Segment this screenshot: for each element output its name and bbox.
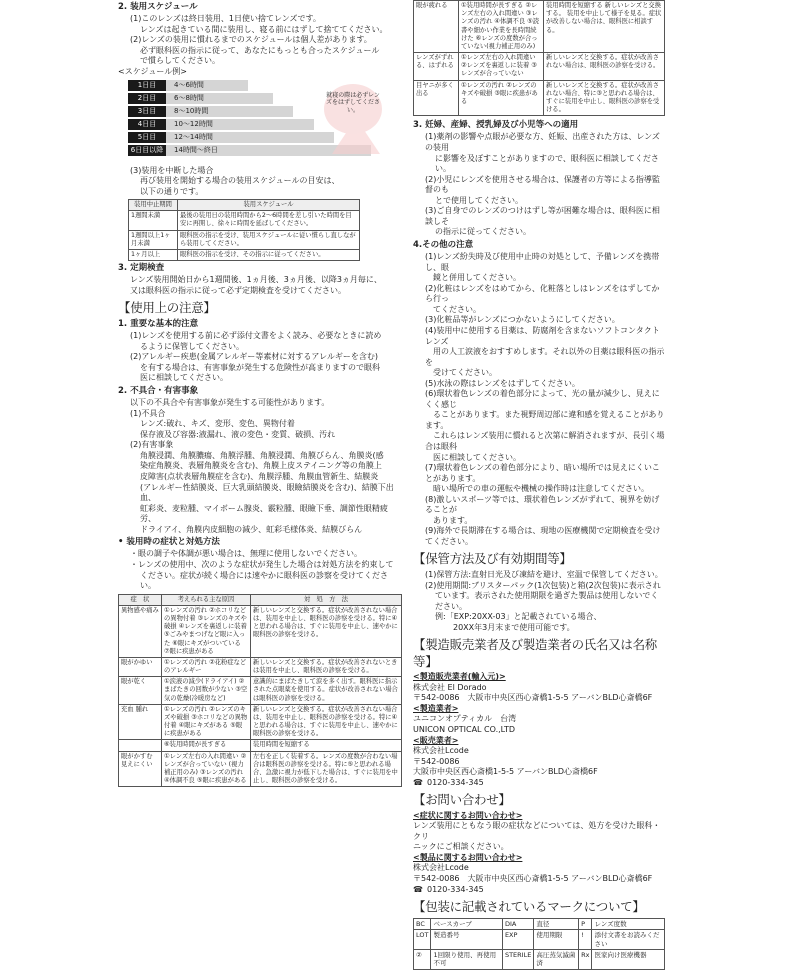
table-cell: ①レンズの汚れ ②レンズのキズや破損 ③眼に疾患がある (459, 80, 544, 116)
mfr-label: <製造業者> (413, 703, 459, 713)
marks-title: 【包装に記載されているマークについて】 (413, 899, 645, 915)
para: (1)保管方法:直射日光及び凍結を避け、室温で保管してください。 (425, 569, 663, 579)
para: で慣らしてください。 (140, 56, 220, 66)
note-item: 暗い場所での車の運転や機械の操作時は注意してください。 (425, 484, 649, 494)
note-item: (4)装用中に使用する目薬は、防腐剤を含まないソフトコンタクトレンズ (425, 325, 660, 346)
mark-symbol: P (579, 918, 592, 929)
schedule-day: 2日目 (128, 93, 166, 104)
mfr-zip: 〒542-0086 (413, 756, 460, 766)
phone-number: 0120-334-345 (427, 884, 484, 894)
note-item: てください。 (425, 304, 481, 314)
para: を有する場合は、有害事象が発生する危険性が高まりますので眼科 (140, 362, 380, 372)
table-cell: 新しいレンズと交換する。症状が改善されない場合、特に③と思われる場合は、すぐに装用を中止し、眼科医の診察を受ける。 (544, 80, 665, 116)
para: (1)レンズを使用する前に必ず添付文書をよく読み、必要なときに読め (130, 331, 382, 341)
table-cell: 最後の装用日の装用時間から2〜6時間を差し引いた時間を目安に再開し、徐々に時間を延ばしてください。 (178, 211, 360, 230)
mark-label: 使用期限 (534, 930, 579, 950)
free-dial-icon: ☎ (413, 777, 423, 787)
para: レンズ装用開始日から1週間後、1ヵ月後、3ヵ月後、以降3ヵ月毎に、 (130, 275, 382, 285)
symptom-table (118, 594, 402, 788)
table-cell: 1週間未満 (129, 211, 178, 230)
table-cell: レンズがずれる、はずれる (414, 53, 459, 81)
table-cell: 眼が疲れる (414, 1, 459, 53)
mfr-address: 大阪市中央区西心斎橋1-5-5 アーバンBLD心斎橋6F (413, 767, 598, 777)
table-cell: 左右を正しく装着する。レンズの度数が合わない場合は眼科医の診察を受ける。特に⑤と思われる場合、急激に視力が低下した場合は、すぐに装用を中止し、眼科医の診察を受ける。 (251, 751, 402, 787)
contact-phone (413, 885, 665, 896)
para: ニックにご相談ください。 (413, 842, 509, 852)
para: (アレルギー性結膜炎、巨大乳頭結膜炎、眼瞼結膜炎を含む)、結膜下出血、 (140, 482, 394, 503)
schedule-hours-bar: 4〜6時間 (166, 80, 248, 91)
schedule-example-title: <スケジュール例> (118, 66, 187, 76)
mark-symbol: DIA (502, 918, 533, 929)
para: レンズは起きている間に装用し、寝る前にはずして捨ててください。 (140, 24, 388, 34)
para: るように保管してください。 (140, 341, 244, 351)
col-header: 症 状 (119, 594, 162, 605)
para: ドライアイ、角膜内皮細胞の減少、虹彩毛様体炎、結膜びらん (140, 524, 363, 534)
mark-symbol: EXP (502, 930, 533, 950)
left-column (118, 0, 402, 787)
table-cell: 新しいレンズと交換する。症状が改善されないときは装用を中止し、眼科医の診察を受ける。 (251, 657, 402, 676)
note-item: (7)環状着色レンズの着色部分により、暗い場所では見えにくいことがあります。 (425, 463, 660, 483)
mfr-label: <製造販売業者(輸入元)> (413, 672, 506, 682)
schedule-chart (118, 80, 402, 164)
table-row (414, 930, 665, 950)
contact-label: <製品に関するお問い合わせ> (413, 852, 523, 862)
storage-title: 【保管方法及び有効期間等】 (413, 551, 572, 567)
symptom-table-continued (413, 0, 665, 116)
mark-symbol: ② (414, 949, 431, 969)
table-cell: 眼科医の指示を受け、装用スケジュールに従い慣らし直しながら装用してください。 (178, 230, 360, 249)
para: 又は眼科医の指示に従って必ず定期検査を受けてください。 (130, 285, 346, 295)
table-cell: 1ヶ月以上 (129, 250, 178, 261)
table-cell: 目ヤニが多く出る (414, 80, 459, 116)
para: ください。症状が続く場合には速やかに眼科医の診察を受けてください。 (140, 570, 388, 591)
table-cell: ①レンズの汚れ ②ホコリなどの異物付着 ③レンズのキズや破損 ④レンズを裏返しに装着 ⑤ごみやまつげなど眼に入った ⑥眼にキズがついている ⑦眼に疾患がある (162, 605, 251, 657)
note-item: (3)化粧品等がレンズにつかないようにしてください。 (425, 315, 620, 325)
table-cell: 眼がかゆい (119, 657, 162, 676)
table-cell: ①涙液の減少(ドライアイ) ②まばたきの回数が少ない ③空気の乾燥(冷暖房など) (162, 677, 251, 705)
para: レンズ:破れ、キズ、変形、変色、異物付着 (140, 419, 295, 429)
para: (2)使用期間:ブリスターパック(1次包装)と箱(2次包装)に表示され (425, 580, 661, 590)
table-cell: 新しいレンズと交換する。症状が改善されない場合は、眼科医の診察を受ける。 (544, 53, 665, 81)
col-header: 装用中止期間 (129, 200, 178, 211)
para: 医に相談してください。 (140, 373, 228, 383)
table-row (119, 704, 402, 740)
free-dial-icon: ☎ (413, 884, 423, 894)
col-header: 対 処 方 法 (251, 594, 402, 605)
marks-table (413, 918, 665, 970)
table-cell: 眼が乾く (119, 677, 162, 705)
table-row (119, 677, 402, 705)
para: ・眼の調子や体調が悪い場合は、無理に使用しないでください。 (130, 549, 362, 559)
table-row (414, 80, 665, 116)
para: 以下の不具合や有害事象が発生する可能性があります。 (130, 398, 330, 408)
note-item: 医に相談してください。 (425, 452, 521, 462)
para: の指示に従ってください。 (435, 227, 531, 237)
mfr-phone (413, 778, 665, 789)
mark-label: 1回限り使用、再使用不可 (431, 949, 502, 969)
para: (2)アレルギー疾患(金属アレルギー等素材に対するアレルギーを含む) (130, 352, 379, 362)
mark-label: 高圧蒸気滅菌済 (534, 949, 579, 969)
schedule-day: 5日目 (128, 132, 166, 143)
note-item: (1)レンズ紛失時及び使用中止時の対処として、予備レンズを携帯し、眼 (425, 252, 660, 272)
para: (3)装用を中断した場合 (130, 165, 214, 175)
note-item: 受けてください。 (425, 368, 497, 378)
note-item: ることがあります。また視野周辺部に違和感を覚えることがあります。 (425, 410, 665, 430)
table-cell: 意識的にまばたきして涙を多く出す。眼科医に指示された点眼薬を使用する。症状が改善されない場合は眼科医の診察を受ける。 (251, 677, 402, 705)
para: 染症角膜炎、表層角膜炎を含む)、角膜上皮ステイニング等の角膜上 (140, 461, 382, 471)
contact-label: <症状に関するお問い合わせ> (413, 810, 523, 820)
para: 保存液及び容器:液漏れ、液の変色・変質、破損、汚れ (140, 429, 336, 439)
table-cell: ①レンズの汚れ ②レンズのキズや破損 ③ホコリなどの異物付着 ④眼にキズがある ⑤眼に疾患がある (162, 704, 251, 740)
table-cell: 新しいレンズと交換する。症状が改善されない場合は、装用を中止し、眼科医の診察を受ける。特に④と思われる場合は、すぐに装用を中止し、速やかに眼科医の診察を受ける。 (251, 704, 402, 740)
schedule-hours-bar: 14時間〜終日 (166, 145, 371, 156)
other-notes-list (413, 252, 665, 547)
para: (2)有害事象 (130, 440, 174, 450)
schedule-hours-bar: 8〜10時間 (166, 106, 293, 117)
mfr-name: 株式会社Lcode (413, 746, 469, 756)
para: (1)不具合 (130, 408, 166, 418)
basic-caution-heading: 1. 重要な基本的注意 (118, 318, 199, 329)
note-item: (6)環状着色レンズの着色部分によって、光の量が減少し、見えにくく感じ (425, 389, 660, 409)
para: (1)薬剤の影響や点眼が必要な方、妊娠、出産された方は、レンズの装用 (425, 132, 660, 152)
table-cell: 充血 腫れ (119, 704, 162, 740)
mark-symbol: Rx (579, 949, 592, 969)
cautions-title: 【使用上の注意】 (118, 300, 216, 316)
para: に影響を及ぼすことがありますので、眼科医に相談してください。 (435, 153, 659, 174)
schedule-day: 4日目 (128, 119, 166, 130)
table-cell: ①レンズの汚れ ②花粉症などのアレルギー (162, 657, 251, 676)
para: 必ず眼科医の指示に従って、あなたにもっとも合ったスケジュール (140, 45, 380, 55)
contact-title: 【お問い合わせ】 (413, 792, 511, 808)
table-cell: 1週間以上1ヶ月未満 (129, 230, 178, 249)
mfr-name: UNICON OPTICAL CO.,LTD (413, 724, 516, 734)
schedule-day: 3日目 (128, 106, 166, 117)
table-cell: 新しいレンズと交換する。症状が改善されない場合は、装用を中止し、眼科医の診察を受ける。特に④と思われる場合は、すぐに装用を中止し、速やかに眼科医の診察を受ける。 (251, 605, 402, 657)
table-cell: ①装用時間が長すぎる ②レンズ左右の入れ間違い ③レンズの汚れ ④体調不良 ⑤読書や細かい作業を長時間続けた ⑥レンズの度数が合っていない(視力補正用のみ) (459, 1, 544, 53)
resume-table (128, 199, 360, 261)
note-item: (8)激しいスポーツ等では、環状着色レンズがずれて、視界を妨げることが (425, 494, 660, 515)
mfr-name: 株式会社 El Dorado (413, 682, 487, 692)
para: (3)ご自身でのレンズのつけはずし等が困難な場合は、眼科医に相談しそ (425, 206, 660, 226)
schedule-day: 1日目 (128, 80, 166, 91)
table-cell: 異物感や痛み (119, 605, 162, 657)
para: 再び装用を開始する場合の装用スケジュールの目安は、 (140, 176, 340, 186)
para: レンズ装用にともなう眼の症状などについては、処方を受けた眼科・クリ (413, 821, 661, 841)
contact-name: 株式会社Lcode (413, 863, 469, 873)
mfr-name: ユニコンオプティカル 台湾 (413, 714, 517, 724)
schedule-hours-bar: 10〜12時間 (166, 119, 314, 130)
mark-symbol: BC (414, 918, 431, 929)
table-row (414, 918, 665, 929)
mfr-label: <販売業者> (413, 735, 459, 745)
note-item: これらはレンズ装用に慣れると次第に解消されますが、長引く場合は眼科 (425, 431, 665, 451)
mark-label: 医家向け医療機器 (592, 949, 665, 969)
table-cell: ⑥装用時間が長すぎる (162, 740, 251, 751)
note-item: (9)海外で長期滞在する場合は、現地の医療機関で定期検査を受けてください。 (425, 526, 661, 546)
para: 角膜浸潤、角膜膿瘍、角膜浮腫、角膜浸潤、角膜びらん、角膜炎(感 (140, 450, 384, 460)
para: 20XX年3月末まで使用可能です。 (453, 622, 575, 632)
col-header: 考えられる主な原因 (162, 594, 251, 605)
para: (2)レンズの装用に慣れるまでのスケジュールは個人差があります。 (130, 35, 372, 45)
table-row (414, 949, 665, 969)
inspection-heading: 3. 定期検査 (118, 263, 165, 274)
other-notes-heading: 4.その他の注意 (413, 239, 474, 250)
mark-symbol: LOT (414, 930, 431, 950)
schedule-hours-bar: 12〜14時間 (166, 132, 334, 143)
para: 以下の通りです。 (140, 186, 204, 196)
pregnancy-heading: 3. 妊婦、産婦、授乳婦及び小児等への適用 (413, 120, 579, 131)
table-cell: 眼がかすむ 見えにくい (119, 751, 162, 787)
schedule-heading: 2. 装用スケジュール (118, 2, 198, 12)
table-cell: ①レンズ左右の入れ間違い ②レンズを裏返しに装着 ③レンズが合っていない (459, 53, 544, 81)
para: (1)このレンズは終日装用、1日使い捨てレンズです。 (130, 14, 321, 24)
manufacturer-title: 【製造販売業者及び製造業者の氏名又は名称等】 (413, 637, 658, 669)
symptom-heading: • 装用時の症状と対処方法 (118, 537, 220, 548)
table-row (119, 751, 402, 787)
mark-symbol: STERILE (502, 949, 533, 969)
mfr-address: 〒542-0086 大阪市中央区西心斎橋1-5-5 アーバンBLD心斎橋6F (413, 693, 653, 703)
table-cell: 装用時間を短縮する 新しいレンズと交換する。 装用を中止して様子を見る。症状が改善しない場合は、眼科医に相談する。 (544, 1, 665, 53)
para: 例:「EXP:20XX-03」と記載されている場合、 (435, 612, 602, 622)
note-item: あります。 (425, 515, 473, 525)
table-cell: ①レンズ左右の入れ間違い ②レンズが合っていない (視力補正用のみ) ③レンズの汚れ ④体調不良 ⑤眼に疾患がある (162, 751, 251, 787)
schedule-day: 6日目以降 (128, 145, 166, 156)
col-header: 装用スケジュール (178, 200, 360, 211)
table-row (414, 1, 665, 53)
para: 皮障害(点状表層角膜症を含む)、角膜浮腫、角膜血管新生、結膜炎 (140, 471, 379, 481)
table-row (414, 53, 665, 81)
mark-label: 直径 (534, 918, 579, 929)
table-cell: 装用時間を短縮する (251, 740, 402, 751)
para: とで使用してください。 (435, 195, 523, 205)
note-item: (5)水泳の際はレンズをはずしてください。 (425, 378, 580, 388)
mark-symbol: ! (579, 930, 592, 950)
para: ています。表示された使用期限を過ぎた製品は使用しないでください。 (435, 591, 659, 611)
table-row (119, 657, 402, 676)
table-row (119, 605, 402, 657)
table-cell: 眼科医の指示を受け、その指示に従ってください。 (178, 250, 360, 261)
phone-number: 0120-334-345 (427, 777, 484, 787)
schedule-note: 就寝の際は必ずレンズをはずしてください。 (324, 84, 382, 134)
para: 虹彩炎、麦粒腫、マイボーム腺炎、霰粒腫、眼瞼下垂、調節性眼精疲労、 (140, 503, 388, 524)
mark-label: 製造番号 (431, 930, 502, 950)
note-item: 鏡と併用してください。 (425, 273, 521, 283)
table-cell (119, 740, 162, 751)
mark-label: ベースカーブ (431, 918, 502, 929)
mark-label: レンズ度数 (592, 918, 665, 929)
table-row (119, 740, 402, 751)
note-item: (2)化粧はレンズをはめてから、化粧落としはレンズをはずしてから行っ (425, 283, 660, 304)
mark-label: 添付文書をお読みください (592, 930, 665, 950)
note-item: 用の人工涙液をおすすめします。それ以外の目薬は眼科医の指示を (425, 347, 665, 367)
para: (2)小児にレンズを使用させる場合は、保護者の方等による指導監督のも (425, 174, 660, 195)
para: ・レンズの使用中、次のような症状が発生した場合は対処方法を約束して (130, 560, 394, 570)
adverse-heading: 2. 不具合・有害事象 (118, 385, 199, 396)
right-column (413, 0, 665, 970)
contact-address: 〒542-0086 大阪市中央区西心斎橋1-5-5 アーバンBLD心斎橋6F (413, 874, 653, 884)
schedule-hours-bar: 6〜8時間 (166, 93, 273, 104)
